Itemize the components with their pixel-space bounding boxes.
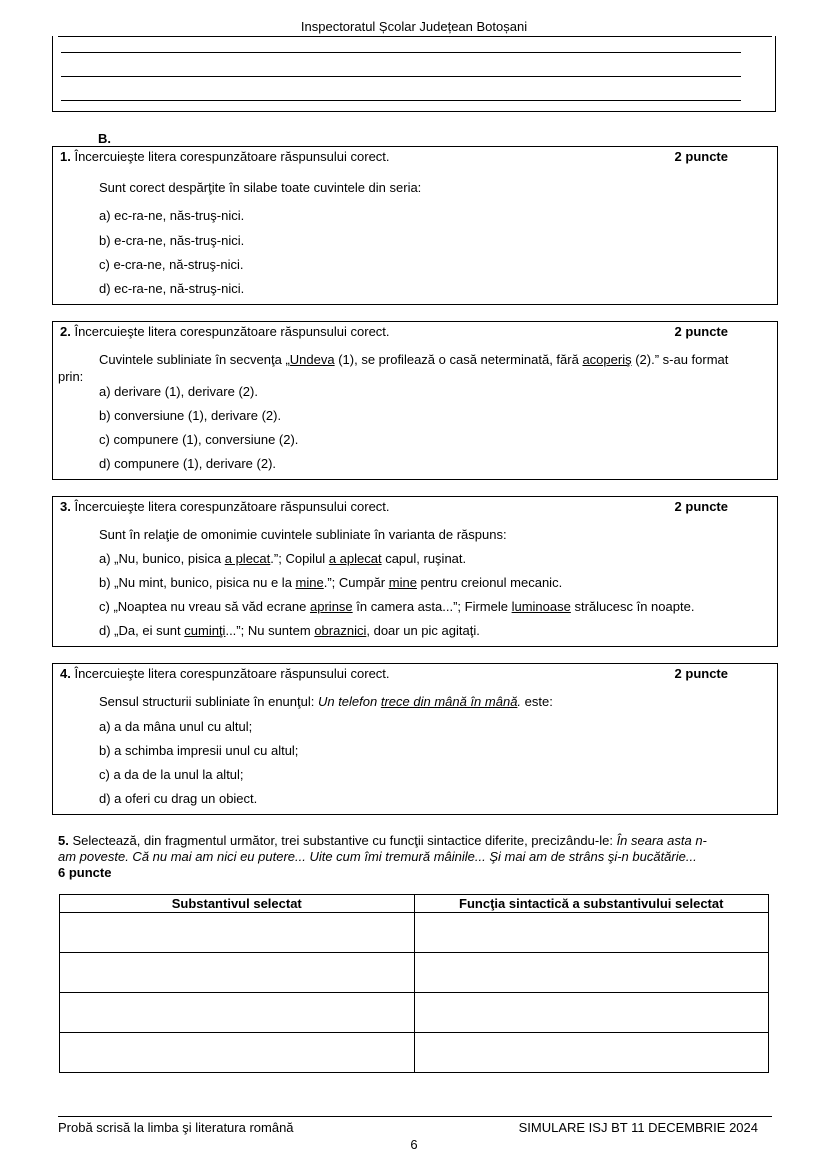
option-c[interactable] bbox=[99, 599, 694, 614]
question-number: 4. bbox=[60, 666, 71, 681]
option-text: .”; Cumpăr bbox=[323, 575, 389, 590]
option-a[interactable]: a) derivare (1), derivare (2). bbox=[99, 384, 258, 399]
option-a[interactable]: a) ec-ra-ne, năs-truş-nici. bbox=[99, 208, 245, 223]
question-number: 3. bbox=[60, 499, 71, 514]
table-row bbox=[60, 993, 769, 1033]
underlined-word: aprinse bbox=[310, 599, 353, 614]
question-instruction: Selectează, din fragmentul următor, trei substantive cu funcţii sintactice diferite, precizându-le: bbox=[68, 833, 617, 848]
option-text: .”; Copilul bbox=[270, 551, 329, 566]
table-row bbox=[60, 953, 769, 993]
column-header: Substantivul selectat bbox=[60, 895, 415, 913]
answer-table bbox=[59, 894, 769, 1073]
answer-line[interactable] bbox=[61, 100, 741, 101]
question-points: 2 puncte bbox=[674, 666, 728, 681]
option-b[interactable] bbox=[99, 575, 562, 590]
underlined-word: acoperiş bbox=[582, 352, 632, 367]
question-number: 5. bbox=[58, 833, 69, 848]
question-1-header bbox=[60, 149, 770, 164]
question-4-header bbox=[60, 666, 770, 681]
table-cell[interactable] bbox=[414, 953, 769, 993]
question-prompt-continued: prin: bbox=[58, 369, 84, 384]
prompt-text: Sensul structurii subliniate în enunţul: bbox=[99, 694, 318, 709]
option-text: , doar un pic agitaţi. bbox=[366, 623, 480, 638]
option-a[interactable]: a) a da mâna unul cu altul; bbox=[99, 719, 253, 734]
question-instruction: Încercuieşte litera corespunzătoare răspunsului corect. bbox=[74, 499, 390, 514]
table-row bbox=[60, 913, 769, 953]
table-cell[interactable] bbox=[60, 913, 415, 953]
question-3 bbox=[52, 496, 778, 647]
table-cell[interactable] bbox=[414, 913, 769, 953]
option-d[interactable]: d) ec-ra-ne, nă-struş-nici. bbox=[99, 281, 245, 296]
footer-subject: Probă scrisă la limba şi literatura română bbox=[58, 1120, 294, 1135]
option-d[interactable]: d) compunere (1), derivare (2). bbox=[99, 456, 277, 471]
option-text: capul, ruşinat. bbox=[381, 551, 467, 566]
answer-box-continued bbox=[52, 36, 776, 112]
table-cell[interactable] bbox=[60, 953, 415, 993]
underlined-word: mine bbox=[295, 575, 324, 590]
fragment-text-continued: am poveste. Că nu mai am nici eu putere... Uite cum îmi tremură mâinile... Şi mai am de strâns şi-n bucătărie... bbox=[58, 849, 697, 864]
question-instruction: Încercuieşte litera corespunzătoare răspunsului corect. bbox=[74, 149, 390, 164]
prompt-italic: . bbox=[517, 694, 522, 709]
question-prompt bbox=[99, 352, 728, 367]
question-1 bbox=[52, 146, 778, 305]
table-cell[interactable] bbox=[60, 993, 415, 1033]
page-number: 6 bbox=[410, 1137, 418, 1152]
underlined-phrase: trece din mână în mână bbox=[380, 694, 518, 709]
underlined-word: Undeva bbox=[289, 352, 335, 367]
question-points: 6 puncte bbox=[58, 865, 112, 880]
option-b[interactable]: b) e-cra-ne, năs-truş-nici. bbox=[99, 233, 245, 248]
underlined-word: cuminţi bbox=[184, 623, 226, 638]
table-cell[interactable] bbox=[414, 1033, 769, 1073]
option-a[interactable] bbox=[99, 551, 466, 566]
question-number: 2. bbox=[60, 324, 71, 339]
table-row bbox=[60, 1033, 769, 1073]
question-points: 2 puncte bbox=[674, 324, 728, 339]
option-text: b) „Nu mint, bunico, pisica nu e la bbox=[99, 575, 296, 590]
option-c[interactable]: c) compunere (1), conversiune (2). bbox=[99, 432, 299, 447]
table-header-row bbox=[60, 895, 769, 913]
option-d[interactable] bbox=[99, 623, 480, 638]
question-prompt: Sunt în relaţie de omonimie cuvintele subliniate în varianta de răspuns: bbox=[99, 527, 507, 542]
question-points: 2 puncte bbox=[674, 499, 728, 514]
question-instruction: Încercuieşte litera corespunzătoare răspunsului corect. bbox=[74, 666, 390, 681]
question-4 bbox=[52, 663, 778, 815]
underlined-word: a plecat bbox=[224, 551, 271, 566]
table-cell[interactable] bbox=[60, 1033, 415, 1073]
question-3-header bbox=[60, 499, 770, 514]
option-text: c) „Noaptea nu vreau să văd ecrane bbox=[99, 599, 311, 614]
option-text: strălucesc în noapte. bbox=[570, 599, 695, 614]
option-d[interactable]: d) a oferi cu drag un obiect. bbox=[99, 791, 258, 806]
fragment-text: În seara asta n- bbox=[616, 833, 707, 848]
option-c[interactable]: c) a da de la unul la altul; bbox=[99, 767, 244, 782]
prompt-italic: Un telefon bbox=[317, 694, 381, 709]
section-label: B. bbox=[98, 131, 111, 146]
prompt-text: (2).” s-au format bbox=[631, 352, 729, 367]
option-c[interactable]: c) e-cra-ne, nă-struş-nici. bbox=[99, 257, 244, 272]
question-2-header bbox=[60, 324, 770, 339]
question-prompt: Sunt corect despărţite în silabe toate cuvintele din seria: bbox=[99, 180, 422, 195]
option-b[interactable]: b) a schimba impresii unul cu altul; bbox=[99, 743, 299, 758]
page-header: Inspectoratul Școlar Județean Botoșani bbox=[300, 19, 528, 34]
option-text: în camera asta...”; Firmele bbox=[352, 599, 512, 614]
question-points: 2 puncte bbox=[674, 149, 728, 164]
question-5 bbox=[58, 833, 774, 881]
footer-divider bbox=[58, 1116, 772, 1117]
question-number: 1. bbox=[60, 149, 71, 164]
answer-line[interactable] bbox=[61, 76, 741, 77]
underlined-word: a aplecat bbox=[328, 551, 382, 566]
option-text: pentru creionul mecanic. bbox=[416, 575, 563, 590]
underlined-word: mine bbox=[388, 575, 417, 590]
option-text: a) „Nu, bunico, pisica bbox=[99, 551, 225, 566]
prompt-text: (1), se profilează o casă neterminată, fără bbox=[334, 352, 583, 367]
answer-line[interactable] bbox=[61, 52, 741, 53]
underlined-word: obraznici bbox=[314, 623, 367, 638]
option-b[interactable]: b) conversiune (1), derivare (2). bbox=[99, 408, 282, 423]
option-text: d) „Da, ei sunt bbox=[99, 623, 185, 638]
underlined-word: luminoase bbox=[511, 599, 571, 614]
table-cell[interactable] bbox=[414, 993, 769, 1033]
prompt-text: este: bbox=[521, 694, 553, 709]
question-prompt bbox=[99, 694, 553, 709]
question-instruction: Încercuieşte litera corespunzătoare răspunsului corect. bbox=[74, 324, 390, 339]
footer-exam-id: SIMULARE ISJ BT 11 DECEMBRIE 2024 bbox=[518, 1120, 758, 1135]
option-text: ...”; Nu suntem bbox=[225, 623, 315, 638]
question-2 bbox=[52, 321, 778, 480]
column-header: Funcţia sintactică a substantivului selectat bbox=[414, 895, 769, 913]
question-5-text bbox=[58, 833, 774, 849]
prompt-text: Cuvintele subliniate în secvenţa „ bbox=[99, 352, 290, 367]
